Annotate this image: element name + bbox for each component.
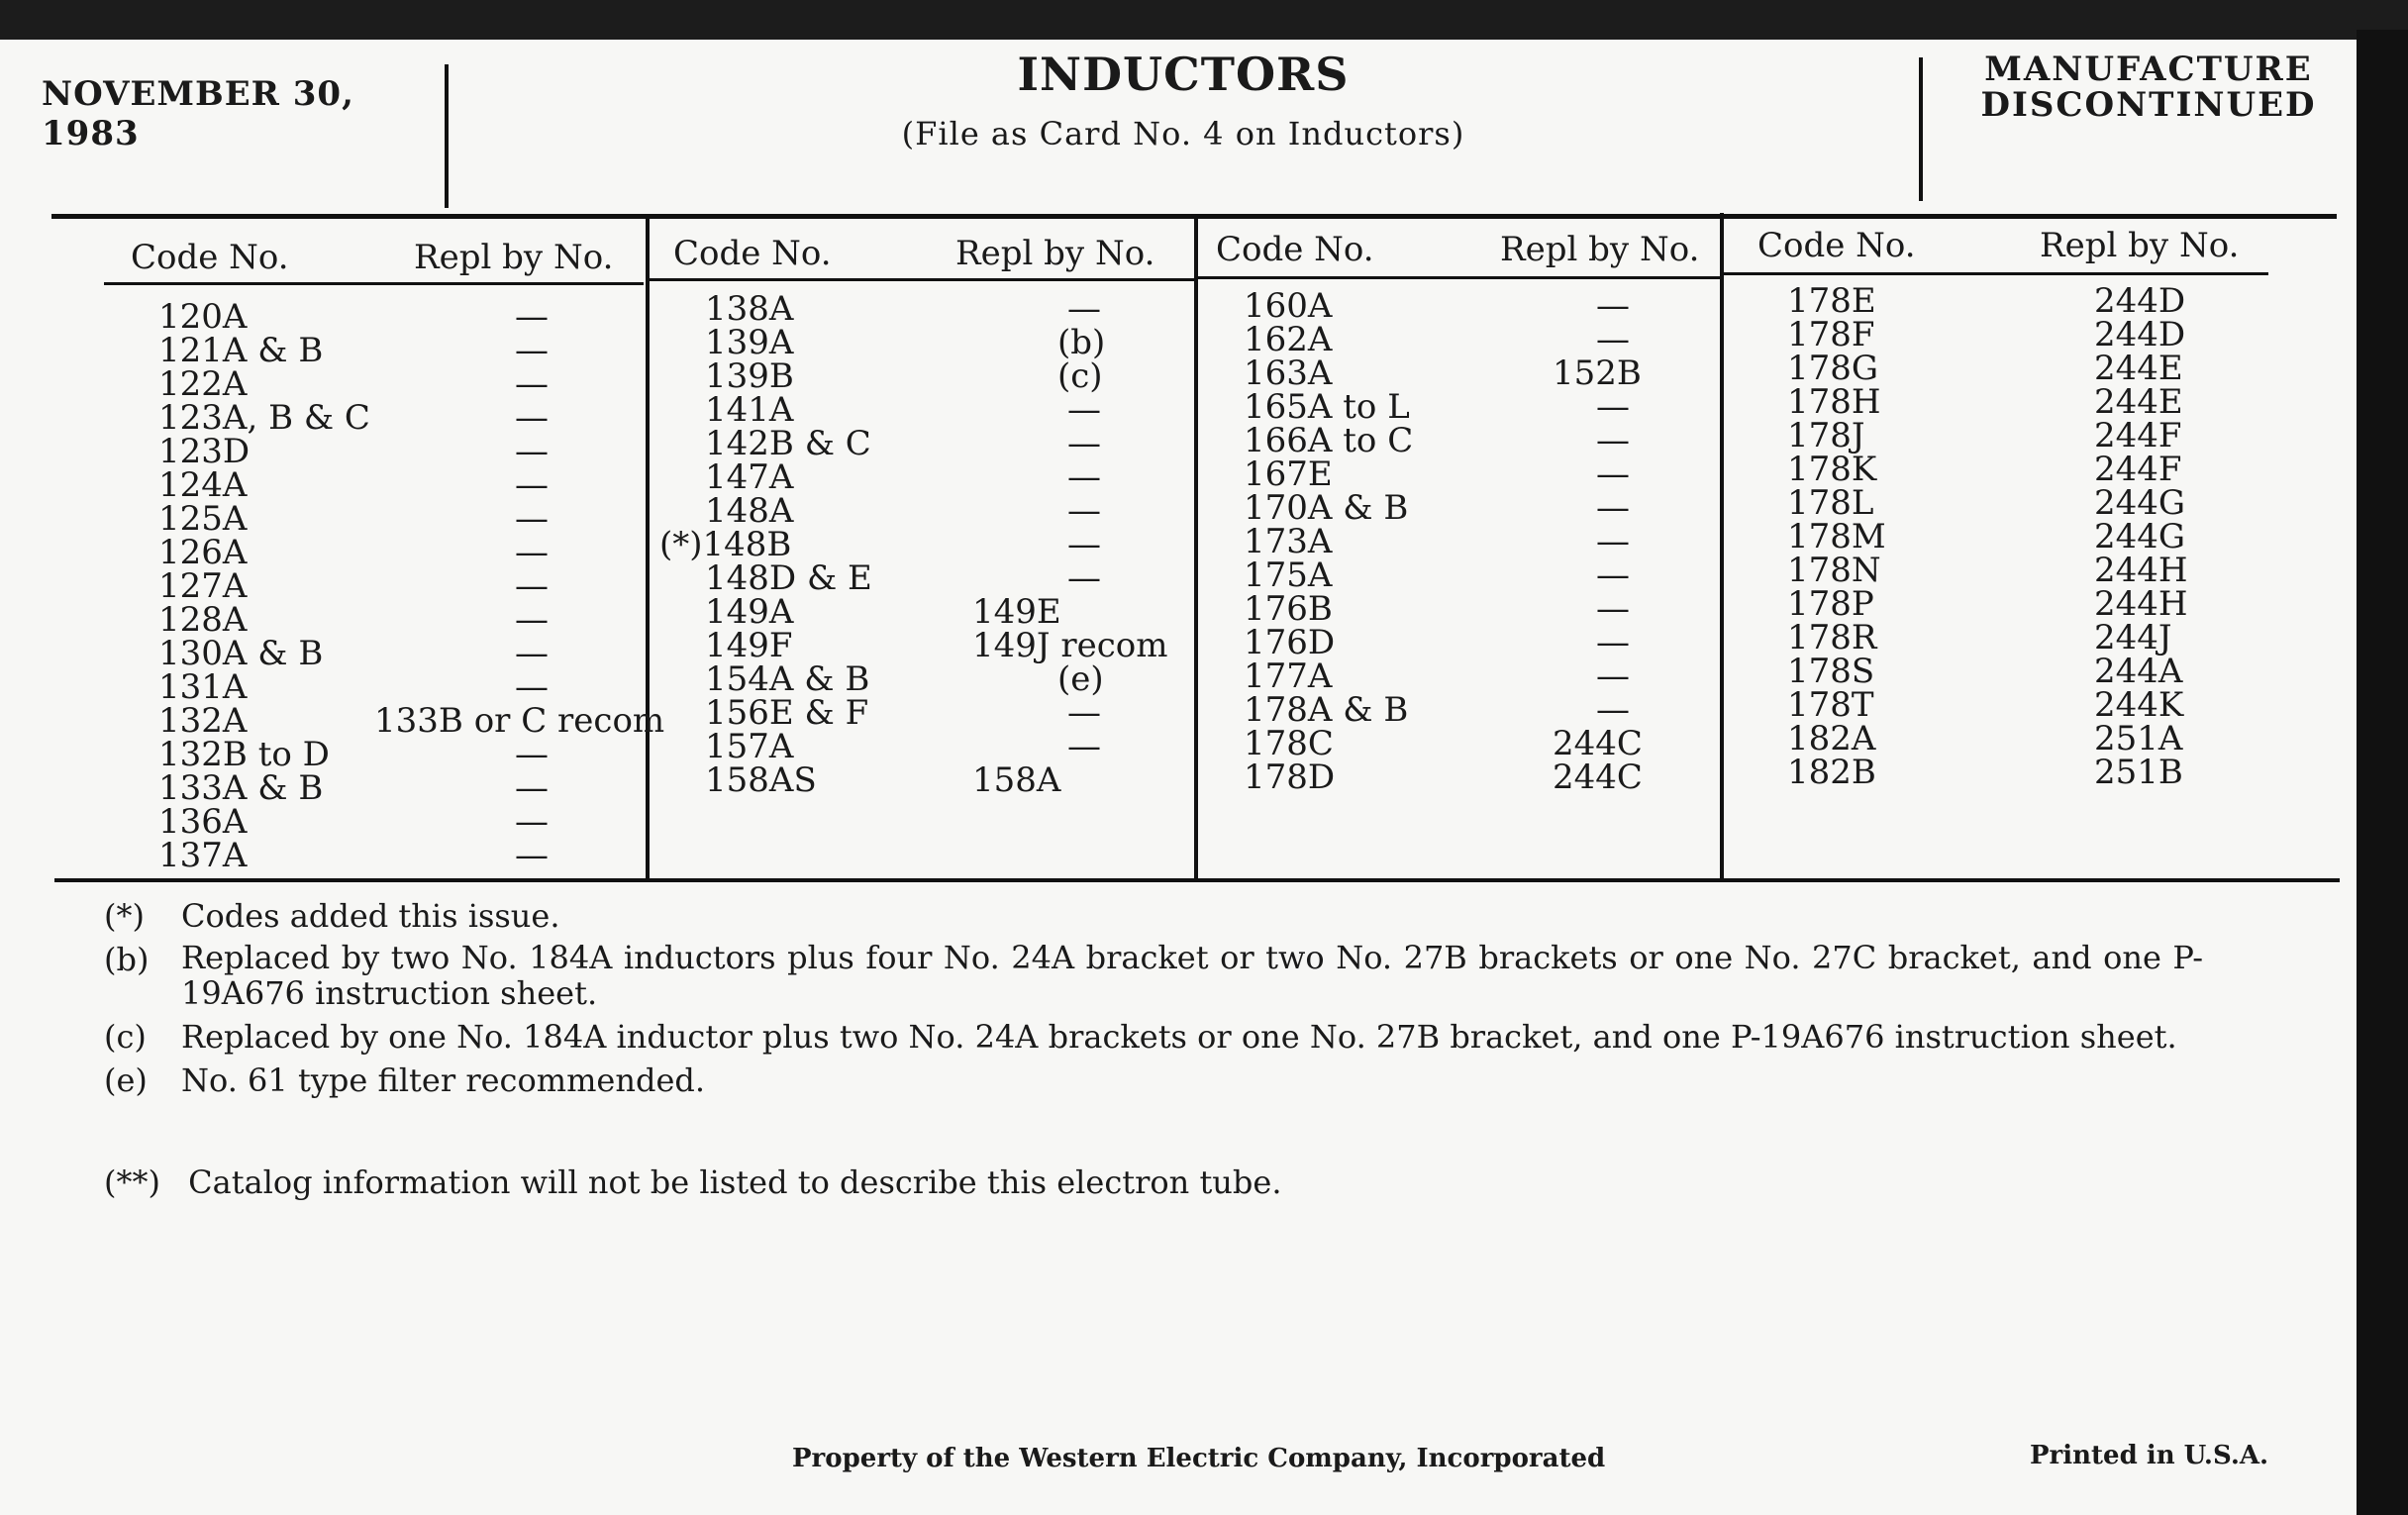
replacement-cell: — bbox=[515, 364, 549, 404]
code-cell: 165A to L bbox=[1244, 387, 1410, 427]
code-cell: 173A bbox=[1244, 522, 1333, 561]
replacement-cell: — bbox=[1596, 522, 1630, 561]
replacement-cell: — bbox=[1596, 556, 1630, 595]
status-line-1: MANUFACTURE bbox=[1984, 50, 2313, 89]
code-cell: 123A, B & C bbox=[158, 398, 370, 438]
replacement-cell: — bbox=[515, 398, 549, 438]
replacement-cell: — bbox=[1067, 390, 1101, 430]
replacement-cell: 251B bbox=[2094, 753, 2183, 792]
header-divider-right bbox=[1919, 57, 1923, 201]
footnote-tag: (*) bbox=[104, 897, 145, 935]
status-line-2: DISCONTINUED bbox=[1980, 85, 2317, 125]
code-column-header: Code No. bbox=[131, 238, 289, 277]
code-cell: 178M bbox=[1787, 517, 1886, 556]
extra-note bbox=[104, 1163, 1282, 1201]
replacement-cell: — bbox=[1596, 286, 1630, 326]
code-cell: 182B bbox=[1787, 753, 1876, 792]
replacement-cell: (c) bbox=[1057, 356, 1103, 396]
replacement-cell: — bbox=[1596, 488, 1630, 528]
header-underline-2 bbox=[650, 278, 1194, 281]
card-title-block bbox=[455, 48, 1911, 152]
replacement-cell: — bbox=[1596, 421, 1630, 460]
code-cell: 122A bbox=[158, 364, 248, 404]
replacement-cell: — bbox=[515, 297, 549, 337]
extra-note-tag: (**) bbox=[104, 1163, 160, 1201]
header-underline-1 bbox=[104, 282, 644, 285]
code-cell: 130A & B bbox=[158, 634, 324, 673]
column-divider-3 bbox=[1720, 213, 1724, 879]
replacement-cell: — bbox=[515, 667, 549, 707]
replacement-cell: 244F bbox=[2094, 450, 2182, 489]
column-divider-1 bbox=[646, 217, 650, 880]
code-cell: 178H bbox=[1787, 382, 1881, 422]
replacement-cell: — bbox=[515, 802, 549, 842]
replacement-cell: — bbox=[1067, 727, 1101, 766]
status-block bbox=[1941, 51, 2357, 123]
replacement-cell: — bbox=[1067, 693, 1101, 733]
code-cell: (*)148B bbox=[659, 525, 792, 564]
code-cell: 136A bbox=[158, 802, 248, 842]
code-cell: 137A bbox=[158, 836, 248, 875]
code-column-header: Code No. bbox=[673, 234, 832, 273]
code-cell: 178G bbox=[1787, 349, 1879, 388]
replacement-cell: — bbox=[1596, 387, 1630, 427]
replacement-cell: — bbox=[515, 634, 549, 673]
code-cell: 148A bbox=[705, 491, 794, 531]
code-cell: 178A & B bbox=[1244, 690, 1409, 730]
scan-edge bbox=[2357, 30, 2408, 1515]
replacement-cell: — bbox=[515, 768, 549, 808]
replacement-cell: 244F bbox=[2094, 416, 2182, 455]
replacement-cell: — bbox=[1596, 454, 1630, 494]
replacement-cell: — bbox=[515, 836, 549, 875]
code-cell: 139A bbox=[705, 323, 794, 362]
replacement-cell: 244E bbox=[2094, 382, 2183, 422]
replacement-cell: — bbox=[1596, 320, 1630, 359]
replacement-cell: — bbox=[1596, 656, 1630, 696]
footnotes bbox=[104, 896, 2282, 1100]
code-cell: 158AS bbox=[705, 760, 817, 800]
replacement-cell: — bbox=[1596, 690, 1630, 730]
code-cell: 178C bbox=[1244, 724, 1334, 763]
code-cell: 121A & B bbox=[158, 331, 324, 370]
code-cell: 126A bbox=[158, 533, 248, 572]
replacement-cell: — bbox=[1596, 589, 1630, 629]
card-title: INDUCTORS bbox=[1017, 48, 1350, 101]
footnote-tag: (c) bbox=[104, 1018, 147, 1056]
code-cell: 133A & B bbox=[158, 768, 324, 808]
header-underline-3 bbox=[1198, 276, 1720, 279]
card-subtitle: (File as Card No. 4 on Inductors) bbox=[901, 115, 1465, 152]
code-cell: 178L bbox=[1787, 483, 1874, 523]
code-cell: 178S bbox=[1787, 652, 1875, 691]
code-cell: 178J bbox=[1787, 416, 1865, 455]
repl-column-header: Repl by No. bbox=[414, 238, 614, 277]
code-cell: 166A to C bbox=[1244, 421, 1414, 460]
replacement-cell: — bbox=[515, 533, 549, 572]
code-cell: 177A bbox=[1244, 656, 1333, 696]
replacement-cell: 244H bbox=[2094, 584, 2188, 624]
code-cell: 125A bbox=[158, 499, 248, 539]
code-cell: 160A bbox=[1244, 286, 1333, 326]
replacement-cell: (b) bbox=[1057, 323, 1106, 362]
replacement-cell: — bbox=[515, 432, 549, 471]
replacement-cell: — bbox=[1067, 558, 1101, 598]
header-underline-4 bbox=[1724, 272, 2268, 275]
footnote bbox=[104, 896, 2282, 936]
code-cell: 178P bbox=[1787, 584, 1874, 624]
replacement-cell: 244D bbox=[2094, 315, 2186, 354]
replacement-cell: — bbox=[1067, 289, 1101, 329]
extra-note-text: Catalog information will not be listed to describe this electron tube. bbox=[188, 1163, 1282, 1201]
replacement-cell: 158A bbox=[972, 760, 1061, 800]
replacement-cell: 244E bbox=[2094, 349, 2183, 388]
replacement-cell: 149J recom bbox=[972, 626, 1168, 665]
code-cell: 162A bbox=[1244, 320, 1333, 359]
code-cell: 131A bbox=[158, 667, 248, 707]
code-column-header: Code No. bbox=[1216, 230, 1374, 269]
code-cell: 178R bbox=[1787, 618, 1877, 657]
replacement-cell: 244G bbox=[2094, 483, 2186, 523]
footnote bbox=[104, 1017, 2282, 1057]
code-cell: 147A bbox=[705, 457, 794, 497]
code-cell: 157A bbox=[705, 727, 794, 766]
code-cell: 178D bbox=[1244, 758, 1336, 797]
replacement-cell: — bbox=[515, 600, 549, 640]
code-cell: 142B & C bbox=[705, 424, 871, 463]
code-cell: 178K bbox=[1787, 450, 1877, 489]
replacement-cell: — bbox=[515, 566, 549, 606]
footnote-text: Replaced by two No. 184A inductors plus four No. 24A bracket or two No. 27B brackets or one No. 27C bracket, and one P-19A676 instruction sheet. bbox=[181, 939, 2203, 1012]
code-cell: 176D bbox=[1244, 623, 1336, 662]
replacement-cell: 133B or C recom bbox=[374, 701, 665, 741]
footnote bbox=[104, 940, 2282, 1011]
code-column-header: Code No. bbox=[1757, 226, 1916, 265]
code-cell: 170A & B bbox=[1244, 488, 1409, 528]
replacement-cell: — bbox=[515, 499, 549, 539]
repl-column-header: Repl by No. bbox=[955, 234, 1155, 273]
code-cell: 149A bbox=[705, 592, 794, 632]
header-divider-left bbox=[445, 64, 449, 208]
code-cell: 139B bbox=[705, 356, 794, 396]
issue-date: NOVEMBER 30, 1983 bbox=[42, 74, 354, 153]
code-cell: 176B bbox=[1244, 589, 1333, 629]
repl-column-header: Repl by No. bbox=[1500, 230, 1700, 269]
code-cell: 178F bbox=[1787, 315, 1875, 354]
catalog-card bbox=[0, 40, 2357, 1515]
replacement-cell: — bbox=[515, 331, 549, 370]
column-divider-2 bbox=[1194, 215, 1198, 880]
code-cell: 128A bbox=[158, 600, 248, 640]
property-notice: Property of the Western Electric Company, Incorporated bbox=[792, 1444, 1606, 1473]
replacement-cell: 244G bbox=[2094, 517, 2186, 556]
replacement-cell: 244H bbox=[2094, 551, 2188, 590]
replacement-cell: 149E bbox=[972, 592, 1061, 632]
replacement-cell: — bbox=[515, 465, 549, 505]
footnote-text: No. 61 type filter recommended. bbox=[181, 1061, 706, 1099]
code-cell: 154A & B bbox=[705, 659, 870, 699]
repl-column-header: Repl by No. bbox=[2040, 226, 2240, 265]
code-cell: 141A bbox=[705, 390, 794, 430]
replacement-cell: 251A bbox=[2094, 719, 2183, 758]
code-cell: 120A bbox=[158, 297, 248, 337]
replacement-cell: 244C bbox=[1553, 724, 1643, 763]
code-cell: 127A bbox=[158, 566, 248, 606]
code-cell: 138A bbox=[705, 289, 794, 329]
code-cell: 149F bbox=[705, 626, 793, 665]
code-cell: 167E bbox=[1244, 454, 1333, 494]
replacement-cell: 152B bbox=[1553, 354, 1642, 393]
footnote bbox=[104, 1060, 2282, 1100]
replacement-cell: — bbox=[1596, 623, 1630, 662]
footnote-text: Replaced by one No. 184A inductor plus two No. 24A brackets or one No. 27B bracket, and one P-19A676 instruction sheet. bbox=[181, 1018, 2177, 1056]
code-cell: 175A bbox=[1244, 556, 1333, 595]
replacement-cell: — bbox=[1067, 491, 1101, 531]
replacement-cell: 244D bbox=[2094, 281, 2186, 321]
code-cell: 148D & E bbox=[705, 558, 872, 598]
code-cell: 178E bbox=[1787, 281, 1876, 321]
replacement-cell: — bbox=[1067, 457, 1101, 497]
replacement-cell: 244A bbox=[2094, 652, 2183, 691]
footnote-text: Codes added this issue. bbox=[181, 897, 560, 935]
code-cell: 132A bbox=[158, 701, 248, 741]
code-cell: 156E & F bbox=[705, 693, 869, 733]
code-cell: 182A bbox=[1787, 719, 1876, 758]
footnote-tag: (b) bbox=[104, 941, 150, 978]
replacement-cell: — bbox=[1067, 525, 1101, 564]
replacement-cell: (e) bbox=[1057, 659, 1104, 699]
code-cell: 178T bbox=[1787, 685, 1874, 725]
replacement-cell: — bbox=[515, 735, 549, 774]
code-cell: 163A bbox=[1244, 354, 1333, 393]
replacement-cell: 244K bbox=[2094, 685, 2184, 725]
code-cell: 123D bbox=[158, 432, 251, 471]
replacement-cell: 244C bbox=[1553, 758, 1643, 797]
code-cell: 178N bbox=[1787, 551, 1881, 590]
code-cell: 124A bbox=[158, 465, 248, 505]
code-cell: 132B to D bbox=[158, 735, 330, 774]
replacement-cell: 244J bbox=[2094, 618, 2172, 657]
replacement-cell: — bbox=[1067, 424, 1101, 463]
footnote-tag: (e) bbox=[104, 1061, 148, 1099]
printed-notice: Printed in U.S.A. bbox=[2030, 1441, 2269, 1470]
